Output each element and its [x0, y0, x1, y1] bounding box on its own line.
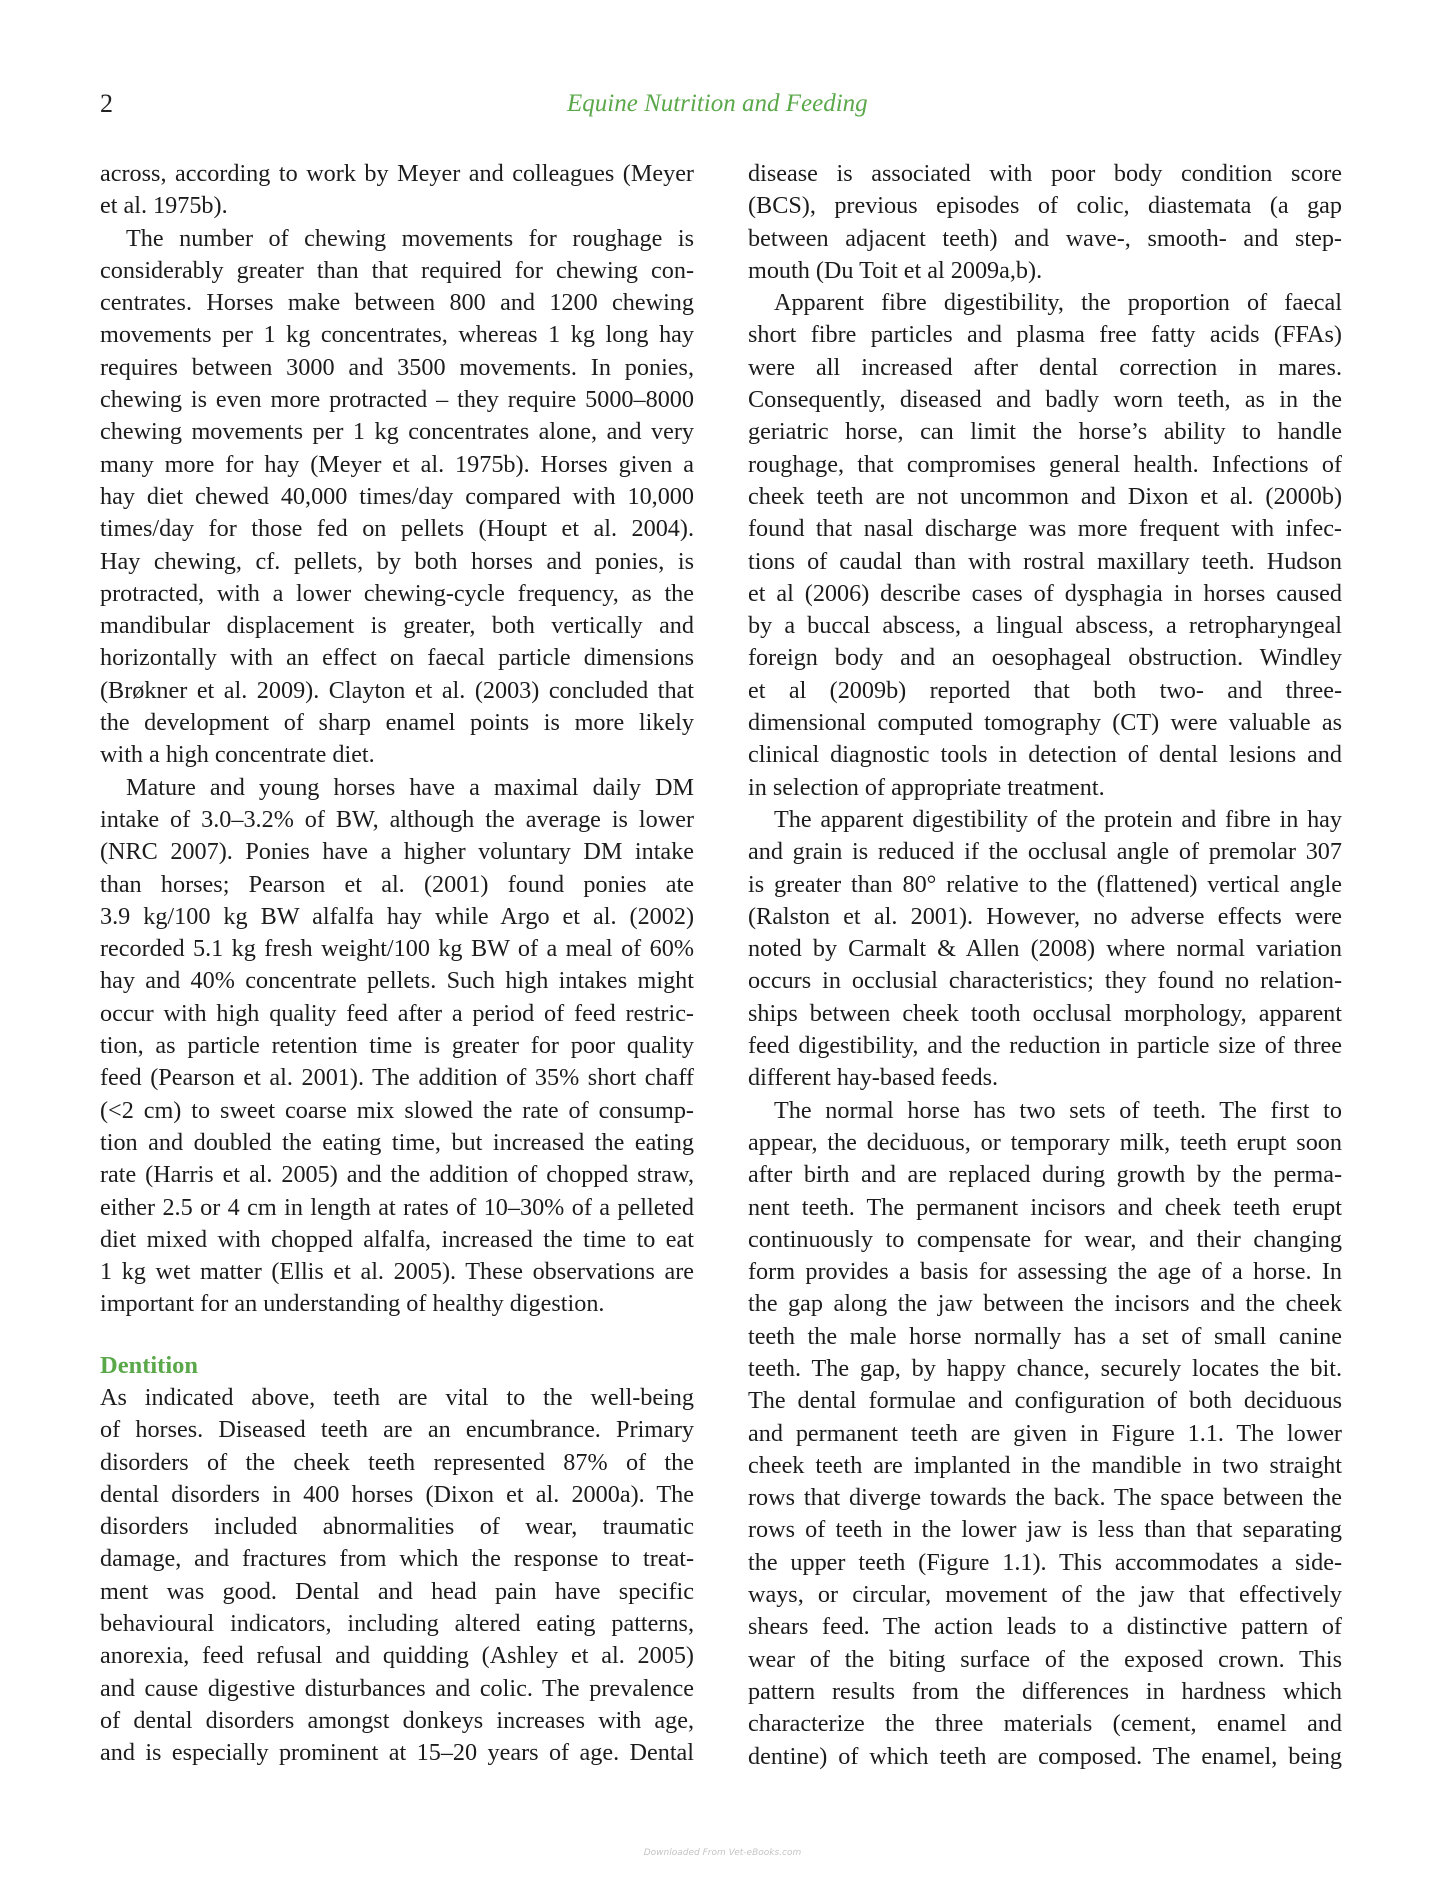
text-line: noted by Carmalt & Allen (2008) where normal variation	[748, 935, 1342, 963]
text-line: the gap along the jaw between the incisors and the cheek	[748, 1290, 1342, 1318]
text-line: hay diet chewed 40,000 times/day compared with 10,000	[100, 482, 694, 510]
text-line: protracted, with a lower chewing-cycle frequency, as the	[100, 579, 694, 607]
text-line: ships between cheek tooth occlusal morphology, apparent	[748, 999, 1342, 1027]
text-line: found that nasal discharge was more frequent with infec-	[748, 515, 1342, 543]
text-line: appear, the deciduous, or temporary milk, teeth erupt soon	[748, 1128, 1342, 1156]
text-line: (Brøkner et al. 2009). Clayton et al. (2003) concluded that	[100, 676, 694, 704]
text-line: intake of 3.0–3.2% of BW, although the average is lower	[100, 805, 694, 833]
text-line: recorded 5.1 kg fresh weight/100 kg BW of a meal of 60%	[100, 935, 694, 963]
text-line: feed (Pearson et al. 2001). The addition of 35% short chaff	[100, 1064, 694, 1092]
text-line: of horses. Diseased teeth are an encumbrance. Primary	[100, 1416, 694, 1444]
text-line: either 2.5 or 4 cm in length at rates of 10–30% of a pelleted	[100, 1193, 694, 1221]
footer-watermark: Downloaded From Vet-eBooks.com	[643, 1848, 802, 1858]
paragraph	[100, 772, 694, 1321]
text-line: mouth (Du Toit et al 2009a,b).	[748, 256, 1043, 284]
text-line: et al (2009b) reported that both two- and three-	[748, 676, 1342, 704]
text-line: roughage, that compromises general health. Infections of	[748, 450, 1342, 478]
text-line: Hay chewing, cf. pellets, by both horses and ponies, is	[100, 547, 694, 575]
text-line: behavioural indicators, including altered eating patterns,	[100, 1610, 694, 1638]
paragraph	[100, 1382, 694, 1770]
text-line: chewing movements per 1 kg concentrates alone, and very	[100, 418, 694, 446]
text-line: diet mixed with chopped alfalfa, increased the time to eat	[100, 1225, 694, 1253]
paragraph	[100, 223, 694, 772]
text-line: Apparent fibre digestibility, the proportion of faecal	[774, 289, 1342, 317]
text-line: et al. 1975b).	[100, 192, 228, 220]
text-line: As indicated above, teeth are vital to the well-being	[100, 1383, 694, 1411]
text-line: The number of chewing movements for roughage is	[126, 224, 694, 252]
text-line: centrates. Horses make between 800 and 1200 chewing	[100, 289, 694, 317]
section-heading: Dentition	[100, 1351, 198, 1379]
text-line: tion, as particle retention time is greater for poor quality	[100, 1032, 694, 1060]
text-line: tion and doubled the eating time, but increased the eating	[100, 1128, 694, 1156]
text-line: and cause digestive disturbances and colic. The prevalence	[100, 1674, 694, 1702]
text-line: hay and 40% concentrate pellets. Such high intakes might	[100, 967, 694, 995]
text-line: anorexia, feed refusal and quidding (Ashley et al. 2005)	[100, 1642, 694, 1670]
text-line: times/day for those fed on pellets (Houpt et al. 2004).	[100, 515, 694, 543]
text-line: damage, and fractures from which the response to treat-	[100, 1545, 694, 1573]
text-line: movements per 1 kg concentrates, whereas 1 kg long hay	[100, 321, 694, 349]
text-line: rows of teeth in the lower jaw is less than that separating	[748, 1516, 1342, 1544]
text-line: by a buccal abscess, a lingual abscess, a retropharyngeal	[748, 612, 1342, 640]
text-line: cheek teeth are implanted in the mandible in two straight	[748, 1451, 1342, 1479]
text-line: rows that diverge towards the back. The space between the	[748, 1484, 1342, 1512]
text-line: (NRC 2007). Ponies have a higher voluntary DM intake	[100, 838, 694, 866]
paragraph	[748, 804, 1342, 1095]
text-line: disorders included abnormalities of wear, traumatic	[100, 1513, 694, 1541]
text-line: dental disorders in 400 horses (Dixon et al. 2000a). The	[100, 1480, 694, 1508]
running-head: Equine Nutrition and Feeding	[567, 90, 868, 117]
text-line: Consequently, diseased and badly worn teeth, as in the	[748, 386, 1342, 414]
text-line: wear of the biting surface of the exposed crown. This	[748, 1645, 1342, 1673]
text-line: 3.9 kg/100 kg BW alfalfa hay while Argo et al. (2002)	[100, 902, 694, 930]
text-line: different hay-based feeds.	[748, 1064, 999, 1092]
text-line: were all increased after dental correction in mares.	[748, 353, 1342, 381]
section-gap	[100, 1321, 694, 1350]
text-line: The dental formulae and configuration of both deciduous	[748, 1387, 1342, 1415]
text-line: across, according to work by Meyer and colleagues (Meyer	[100, 160, 694, 187]
text-line: form provides a basis for assessing the age of a horse. In	[748, 1258, 1342, 1286]
text-line: The apparent digestibility of the protein and fibre in hay	[774, 805, 1342, 833]
text-line: (Ralston et al. 2001). However, no adverse effects were	[748, 902, 1342, 930]
right-column	[748, 158, 1342, 1773]
text-line: occurs in occlusial characteristics; they found no relation-	[748, 967, 1342, 995]
text-line: and permanent teeth are given in Figure 1.1. The lower	[748, 1419, 1342, 1447]
text-line: and is especially prominent at 15–20 years of age. Dental	[100, 1739, 694, 1767]
text-line: many more for hay (Meyer et al. 1975b). Horses given a	[100, 450, 694, 478]
text-line: important for an understanding of healthy digestion.	[100, 1290, 605, 1318]
text-line: dimensional computed tomography (CT) were valuable as	[748, 709, 1342, 737]
text-line: in selection of appropriate treatment.	[748, 773, 1105, 801]
text-line: dentine) of which teeth are composed. The enamel, being	[748, 1742, 1342, 1770]
text-line: ment was good. Dental and head pain have specific	[100, 1577, 694, 1605]
text-line: feed digestibility, and the reduction in particle size of three	[748, 1032, 1342, 1060]
text-line: continuously to compensate for wear, and their changing	[748, 1225, 1342, 1253]
text-line: disease is associated with poor body condition score	[748, 160, 1342, 187]
paragraph	[748, 158, 1342, 287]
text-line: clinical diagnostic tools in detection of dental lesions and	[748, 741, 1342, 769]
text-line: (BCS), previous episodes of colic, diastemata (a gap	[748, 192, 1342, 220]
text-line: tions of caudal than with rostral maxillary teeth. Hudson	[748, 547, 1342, 575]
paragraph	[748, 1095, 1342, 1773]
text-line: occur with high quality feed after a period of feed restric-	[100, 999, 694, 1027]
text-line: considerably greater than that required for chewing con-	[100, 256, 694, 284]
text-line: ways, or circular, movement of the jaw that effectively	[748, 1581, 1342, 1609]
text-line: the development of sharp enamel points is more likely	[100, 709, 694, 737]
text-line: cheek teeth are not uncommon and Dixon et al. (2000b)	[748, 482, 1342, 510]
text-line: between adjacent teeth) and wave-, smooth- and step-	[748, 224, 1342, 252]
paragraph	[748, 287, 1342, 804]
text-line: characterize the three materials (cement, enamel and	[748, 1710, 1342, 1738]
text-line: than horses; Pearson et al. (2001) found ponies ate	[100, 870, 694, 898]
text-line: foreign body and an oesophageal obstruction. Windley	[748, 644, 1342, 672]
text-line: mandibular displacement is greater, both vertically and	[100, 612, 694, 640]
page-number: 2	[100, 89, 113, 118]
text-line: of dental disorders amongst donkeys increases with age,	[100, 1706, 694, 1734]
text-line: teeth. The gap, by happy chance, securely locates the bit.	[748, 1354, 1342, 1382]
text-line: horizontally with an effect on faecal particle dimensions	[100, 644, 694, 672]
text-line: chewing is even more protracted – they require 5000–8000	[100, 386, 694, 414]
text-line: short fibre particles and plasma free fatty acids (FFAs)	[748, 321, 1342, 349]
text-line: after birth and are replaced during growth by the perma-	[748, 1161, 1342, 1189]
text-line: the upper teeth (Figure 1.1). This accommodates a side-	[748, 1548, 1342, 1576]
text-line: nent teeth. The permanent incisors and cheek teeth erupt	[748, 1193, 1342, 1221]
text-line: requires between 3000 and 3500 movements. In ponies,	[100, 353, 694, 381]
text-line: pattern results from the differences in hardness which	[748, 1677, 1342, 1705]
text-line: geriatric horse, can limit the horse’s ability to handle	[748, 418, 1342, 446]
text-line: The normal horse has two sets of teeth. The first to	[774, 1096, 1342, 1124]
text-line: rate (Harris et al. 2005) and the addition of chopped straw,	[100, 1161, 694, 1189]
text-line: and grain is reduced if the occlusal angle of premolar 307	[748, 838, 1342, 866]
text-line: et al (2006) describe cases of dysphagia in horses caused	[748, 579, 1342, 607]
text-line: shears feed. The action leads to a distinctive pattern of	[748, 1613, 1342, 1641]
text-line: teeth the male horse normally has a set of small canine	[748, 1322, 1342, 1350]
left-column	[100, 158, 694, 1770]
text-line: Mature and young horses have a maximal daily DM	[126, 773, 694, 801]
paragraph	[100, 158, 694, 223]
text-line: is greater than 80° relative to the (flattened) vertical angle	[748, 870, 1342, 898]
text-line: 1 kg wet matter (Ellis et al. 2005). These observations are	[100, 1258, 694, 1286]
text-line: with a high concentrate diet.	[100, 741, 375, 769]
text-line: disorders of the cheek teeth represented 87% of the	[100, 1448, 694, 1476]
text-line: (<2 cm) to sweet coarse mix slowed the rate of consump-	[100, 1096, 694, 1124]
